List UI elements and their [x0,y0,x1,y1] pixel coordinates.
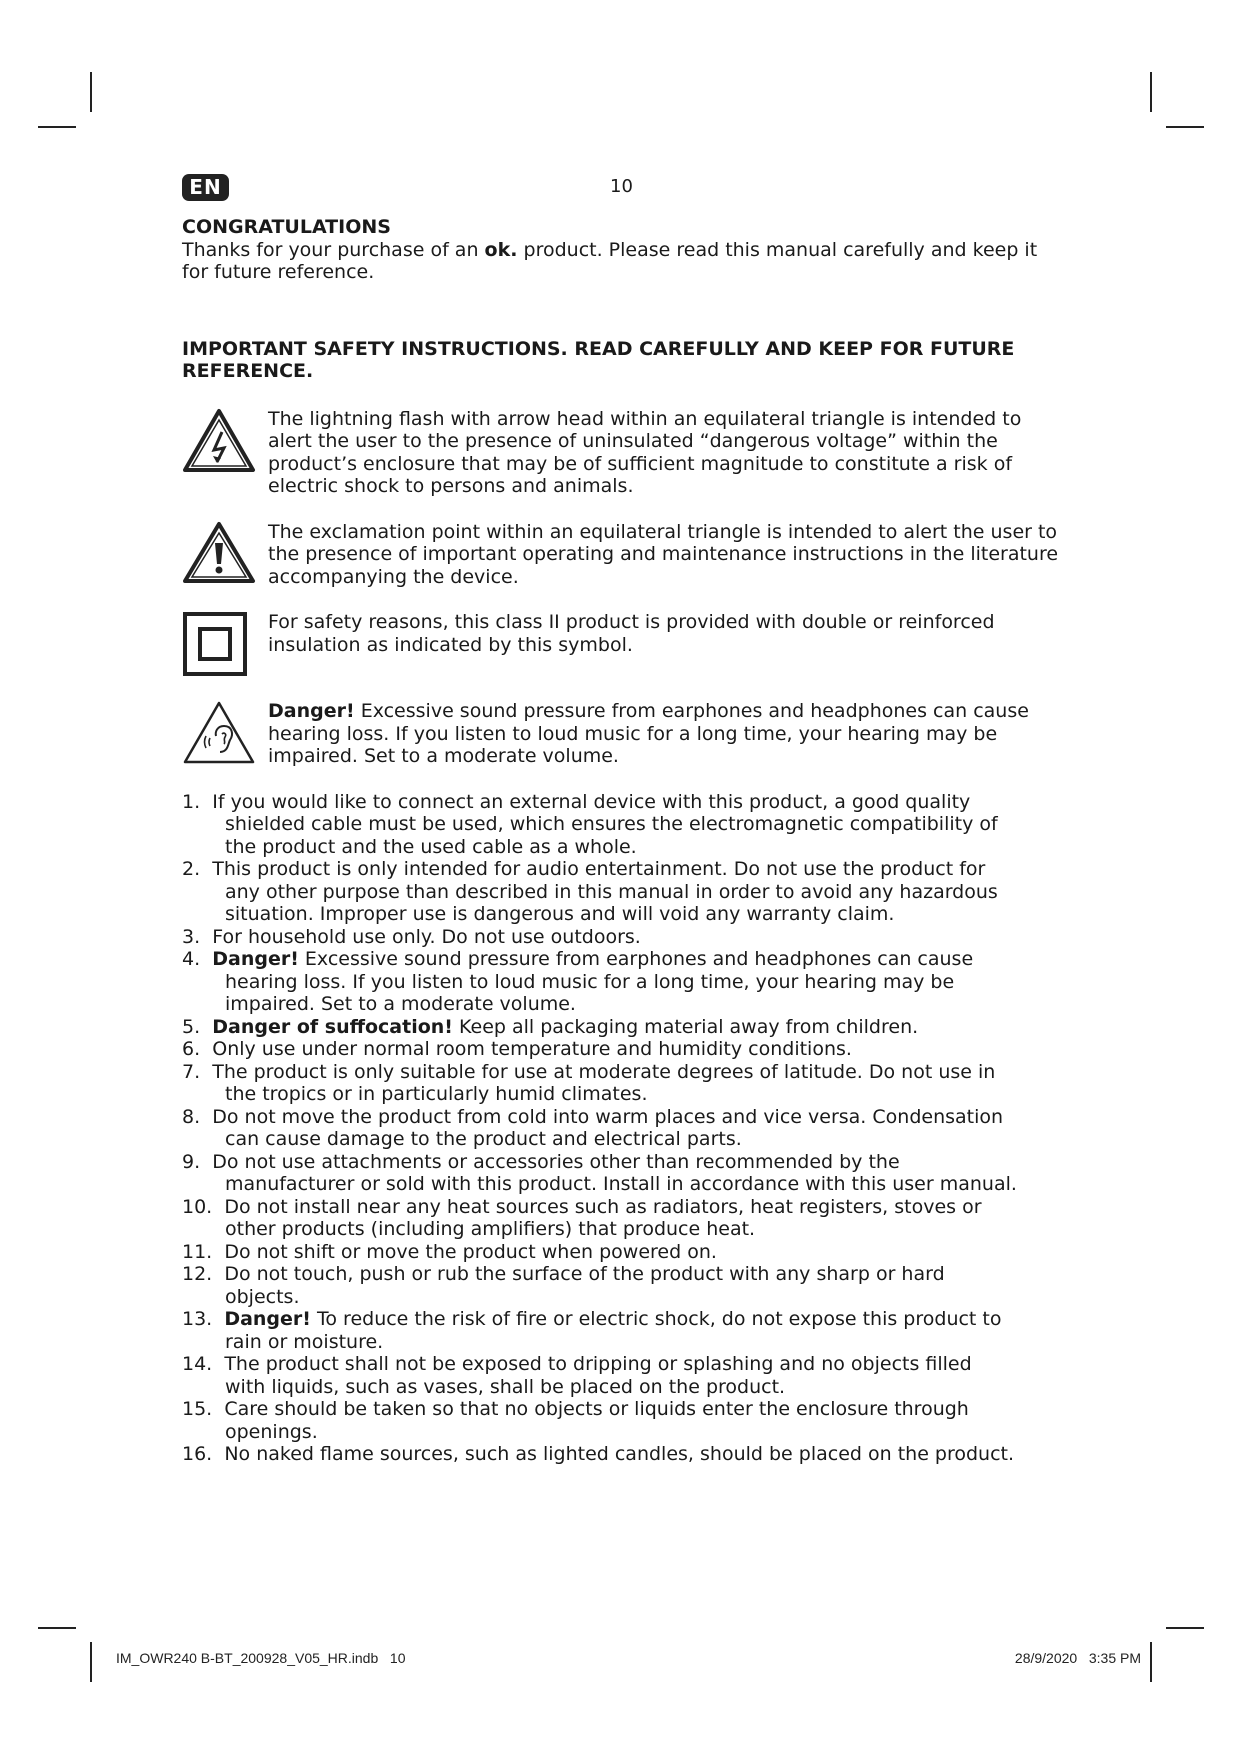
instruction-first-line [182,1151,1062,1174]
lightning-warning-icon [182,408,268,474]
instruction-item [182,1263,1062,1308]
instruction-first-line [182,1263,1062,1286]
instruction-item [182,1308,1062,1353]
crop-mark-top-right-horizontal [1166,126,1204,128]
instruction-first-line [182,1061,1062,1084]
crop-mark-bottom-right-horizontal [1166,1627,1204,1629]
symbol-text-lightning: The lightning flash with arrow head within an equilateral triangle is intended to alert the user to the presence of uninsulated “dangerous voltage” within the product’s enclosure that may be of sufficient magnitude to constitute a risk of electric shock to persons and animals. [268,407,1022,497]
symbol-text-class-ii: For safety reasons, this class II product is provided with double or reinforced insulation as indicated by this symbol. [268,611,995,656]
instruction-continuation: rain or moisture. [225,1330,384,1353]
instruction-number: 12. [182,1263,213,1285]
class-ii-double-insulation-icon [182,611,268,677]
manual-content [182,216,1062,1466]
instruction-item [182,1196,1062,1241]
instruction-number: 13. [182,1308,213,1330]
instruction-text: The product shall not be exposed to dripping or splashing and no objects filled [224,1353,972,1375]
instruction-text: For household use only. Do not use outdoors. [212,925,641,948]
instruction-continuation: manufacturer or sold with this product. Install in accordance with this user manual. [225,1173,1017,1195]
instruction-item [182,1443,1062,1466]
exclamation-warning-icon [182,521,268,585]
instruction-first-line [182,926,1062,949]
congratulations-title: CONGRATULATIONS [182,216,391,238]
instruction-first-line [182,858,1062,881]
crop-mark-top-left-vertical [90,72,92,112]
instruction-text: To reduce the risk of fire or electric shock, do not expose this product to [310,1308,1002,1330]
instruction-continuation: any other purpose than described in this manual in order to avoid any hazardous [225,880,998,903]
instruction-danger-label: Danger! [224,1308,311,1330]
congratulations-text [182,239,1062,284]
instruction-first-line [182,1241,1062,1264]
hearing-damage-warning-icon [182,700,268,766]
instruction-text: Do not use attachments or accessories other than recommended by the [212,1150,900,1173]
hearing-danger-text: Excessive sound pressure from earphones and headphones can cause hearing loss. If you listen to loud music for a long time, your hearing may be impaired. Set to a moderate volume. [268,700,1029,767]
brand-name: ok. [484,238,518,261]
instruction-number: 9. [182,1150,201,1173]
instruction-number: 16. [182,1443,213,1465]
instruction-item [182,1106,1062,1151]
instruction-danger-label: Danger of suffocation! [212,1015,453,1038]
instruction-number: 10. [182,1195,213,1218]
instruction-text: If you would like to connect an external device with this product, a good quality [212,790,971,813]
instruction-continuation: impaired. Set to a moderate volume. [225,993,576,1015]
crop-mark-top-right-vertical [1150,72,1152,112]
instruction-text: Do not install near any heat sources such as radiators, heat registers, stoves or [224,1195,982,1218]
instruction-continuation: situation. Improper use is dangerous and will void any warranty claim. [225,903,895,925]
instruction-text: This product is only intended for audio entertainment. Do not use the product for [212,858,986,880]
instruction-first-line [182,1353,1062,1376]
intro-text-start: Thanks for your purchase of an [182,238,485,261]
instruction-item [182,1241,1062,1264]
instruction-text: No naked flame sources, such as lighted candles, should be placed on the product. [224,1443,1015,1465]
instruction-danger-label: Danger! [212,948,299,970]
safety-heading: IMPORTANT SAFETY INSTRUCTIONS. READ CAREFULLY AND KEEP FOR FUTURE REFERENCE. [182,337,1015,382]
instruction-first-line [182,791,1062,814]
instruction-item [182,948,1062,1016]
instruction-number: 4. [182,948,201,970]
page-number: 10 [610,176,633,197]
instruction-number: 2. [182,858,201,880]
footer-file-name: IM_OWR240 B-BT_200928_V05_HR.indb 10 [116,1650,406,1666]
instruction-number: 6. [182,1038,201,1060]
symbol-row-lightning [182,408,1062,498]
instruction-continuation: objects. [225,1285,300,1308]
instruction-item [182,1353,1062,1398]
instruction-first-line [182,1196,1062,1219]
crop-mark-bottom-left-vertical [90,1642,92,1682]
instruction-item [182,926,1062,949]
instruction-continuation: hearing loss. If you listen to loud music for a long time, your hearing may be [225,970,955,993]
language-badge: EN [182,174,229,201]
instruction-text: Do not move the product from cold into warm places and vice versa. Condensation [212,1105,1004,1128]
instruction-continuation: the product and the used cable as a whole. [225,835,637,858]
symbol-text-hearing [268,700,1062,768]
instruction-item [182,791,1062,859]
instruction-item [182,858,1062,926]
symbol-row-exclamation [182,521,1062,589]
instruction-first-line [182,1038,1062,1061]
instruction-first-line [182,1398,1062,1421]
crop-mark-top-left-horizontal [38,126,76,128]
instruction-first-line [182,1308,1062,1331]
instruction-number: 5. [182,1015,201,1038]
instruction-continuation: the tropics or in particularly humid climates. [225,1083,648,1105]
instruction-text: The product is only suitable for use at moderate degrees of latitude. Do not use in [212,1060,996,1083]
instruction-number: 15. [182,1398,213,1420]
instruction-number: 8. [182,1105,201,1128]
hearing-danger-label: Danger! [268,700,355,722]
instruction-continuation: with liquids, such as vases, shall be placed on the product. [225,1375,786,1398]
instruction-first-line [182,948,1062,971]
instruction-item [182,1061,1062,1106]
instruction-number: 11. [182,1240,213,1263]
instruction-item [182,1151,1062,1196]
instruction-item [182,1038,1062,1061]
instruction-first-line [182,1106,1062,1129]
instruction-text: Care should be taken so that no objects or liquids enter the enclosure through [224,1398,969,1420]
instruction-item [182,1016,1062,1039]
instruction-number: 14. [182,1353,213,1375]
safety-instruction-list [182,791,1062,1466]
crop-mark-bottom-left-horizontal [38,1627,76,1629]
instruction-continuation: shielded cable must be used, which ensures the electromagnetic compatibility of [225,813,998,835]
instruction-number: 7. [182,1060,201,1083]
instruction-number: 3. [182,925,201,948]
symbol-row-hearing [182,700,1062,768]
instruction-first-line [182,1016,1062,1039]
instruction-item [182,1398,1062,1443]
instruction-text: Only use under normal room temperature and humidity conditions. [212,1038,852,1060]
symbol-text-exclamation: The exclamation point within an equilateral triangle is intended to alert the user to the presence of important operating and maintenance instructions in the literature accompanying the device. [268,520,1059,588]
instruction-text: Do not shift or move the product when powered on. [224,1240,717,1263]
instruction-number: 1. [182,790,201,813]
crop-mark-bottom-right-vertical [1150,1642,1152,1682]
symbol-row-class-ii [182,611,1062,677]
footer-timestamp: 28/9/2020 3:35 PM [1014,1650,1141,1666]
intro-text-end: product. Please read this manual carefully and keep it for future reference. [182,238,1038,283]
instruction-continuation: other products (including amplifiers) that produce heat. [225,1218,756,1240]
instruction-text: Do not touch, push or rub the surface of the product with any sharp or hard [224,1263,945,1285]
instruction-continuation: can cause damage to the product and electrical parts. [225,1128,742,1150]
instruction-first-line [182,1443,1062,1466]
instruction-text: Excessive sound pressure from earphones and headphones can cause [298,948,974,970]
instruction-text: Keep all packaging material away from children. [452,1015,919,1038]
instruction-continuation: openings. [225,1420,318,1443]
